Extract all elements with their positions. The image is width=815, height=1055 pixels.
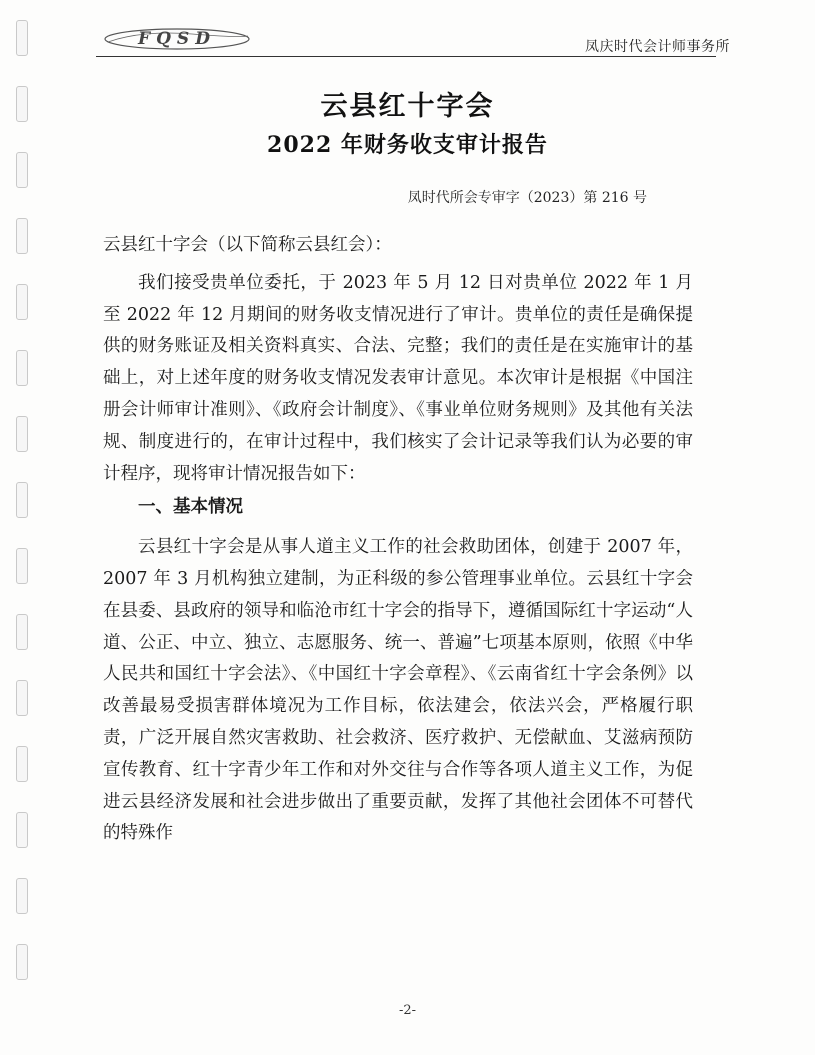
basic-info-paragraph: 云县红十字会是从事人道主义工作的社会救助团体，创建于 2007 年，2007 年 3 月机构独立建制，为正科级的参公管理事业单位。云县红十字会在县委、县政府的领导和临沧市红十字会的指导下，遵循国际红十字运动“人道、公正、中立、独立、志愿服务、统一、普遍”七项基本原则，依照《中华人民共和国红十字会法》、《中国红十字会章程》、《云南省红十字会条例》以改善最易受损害群体境况为工作目标，依法建会，依法兴会，严格履行职责，广泛开展自然灾害救助、社会救济、医疗救护、无偿献血、艾滋病预防宣传教育、红十字青少年工作和对外交往与合作等各项人道主义工作，为促进云县经济发展和社会进步做出了重要贡献，发挥了其他社会团体不可替代的特殊作 <box>103 537 693 844</box>
section-heading-basic-info: 一、基本情况 <box>138 497 243 518</box>
page-header <box>90 26 730 56</box>
firm-logo <box>102 26 252 52</box>
firm-name: 凤庆时代会计师事务所 <box>585 39 730 55</box>
page-number: -2- <box>398 1003 417 1018</box>
report-subtitle: 2022 年财务收支审计报告 <box>267 132 548 158</box>
binder-holes <box>16 20 28 1020</box>
svg-text:FQSD: FQSD <box>138 29 216 49</box>
header-divider <box>96 56 716 57</box>
intro-paragraph: 我们接受贵单位委托，于 2023 年 5 月 12 日对贵单位 2022 年 1 月至 2022 年 12 月期间的财务收支情况进行了审计。贵单位的责任是确保提供的财务账证及相关资料真实、合法、完整；我们的责任是在实施审计的基础上，对上述年度的财务收支情况发表审计意见。本次审计是根据《中国注册会计师审计准则》、《政府会计制度》、《事业单位财务规则》及其他有关法规、制度进行的，在审计过程中，我们核实了会计记录等我们认为必要的审计程序，现将审计情况报告如下： <box>103 272 693 484</box>
report-body <box>103 230 693 850</box>
document-number: 凤时代所会专审字（2023）第 216 号 <box>407 190 647 206</box>
report-title: 云县红十字会 <box>320 91 495 122</box>
salutation: 云县红十字会（以下简称云县红会）： <box>103 235 392 255</box>
